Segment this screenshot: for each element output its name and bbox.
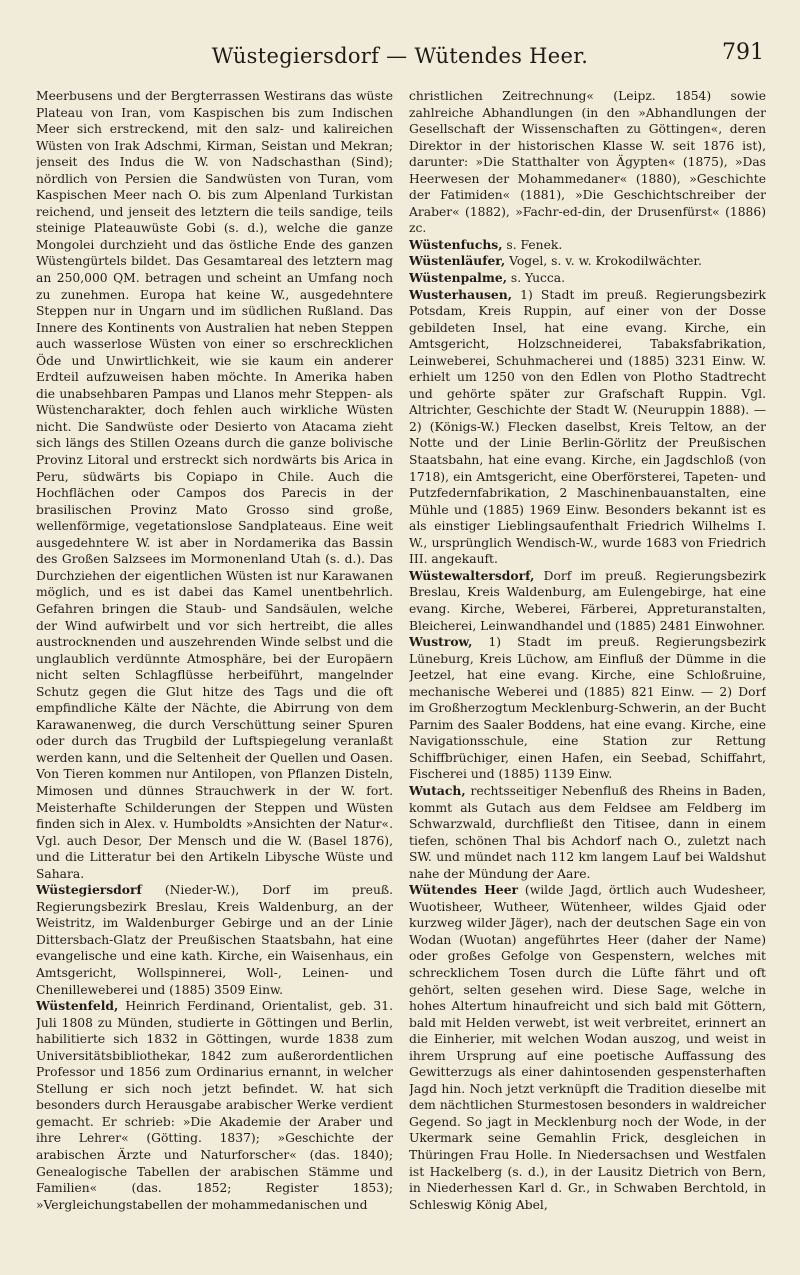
entry-text: (Nieder-W.), Dorf im preuß. Regierungsbezirk Breslau, Kreis Waldenburg, an der Weistritz, im Waldenburger Gebirge und an der Linie Dittersbach-Glatz der Preußischen Staatsbahn, hat eine evangelische und eine kath. Kirche, ein Waisenhaus, ein Amtsgericht, Wollspinnerei, Woll-, Leinen- und Chenilleweberei und (1885) 3509 Einw. [36, 883, 393, 997]
text-columns [36, 88, 766, 1255]
entry-text: Vogel, s. v. w. Krokodilwächter. [509, 254, 702, 269]
dictionary-entry [409, 783, 766, 882]
entry-text: rechtsseitiger Nebenfluß des Rheins in Baden, kommt als Gutach aus dem Feldsee am Feldberg im Schwarzwald, durchfließt den Titisee, dann in einem tiefen, schönen Thal bis Achdorf nach O., zuletzt nach SW. und mündet nach 112 km langem Lauf bei Waldshut nahe der Mündung der Aare. [409, 783, 766, 881]
running-title: Wüstegiersdorf — Wütendes Heer. [211, 44, 589, 68]
entry-text: 1) Stadt im preuß. Regierungsbezirk Lüneburg, Kreis Lüchow, am Einfluß der Dümme in die Jeetzel, hat eine evang. Kirche, eine Schloßruine, mechanische Weberei und (1885) 821 Einw. — 2) Dorf im Großherzogtum Mecklenburg-Schwerin, an der Bucht Parnim des Saaler Boddens, hat eine evang. Kirche, eine Navigationsschule, eine Station zur Rettung Schiffbrüchiger, einen Hafen, ein Seebad, Schiffahrt, Fischerei und (1885) 1139 Einw. [409, 635, 766, 782]
page-header [36, 38, 764, 74]
dictionary-entry [36, 88, 393, 882]
entry-text: s. Yucca. [510, 271, 566, 286]
left-column [36, 88, 393, 1255]
entry-text: Heinrich Ferdinand, Orientalist, geb. 31. Juli 1808 zu Münden, studierte in Göttingen und Berlin, habilitierte sich 1832 in Göttingen, wurde 1838 zum Universitätsbibliothekar, 1842 zum außerordentlichen Professor und 1856 zum Ordinarius ernannt, in welcher Stellung er sich noch jetzt befindet. W. hat sich besonders durch Herausgabe arabischer Werke verdient gemacht. Er schrieb: »Die Akademie der Araber und ihre Lehrer« (Götting. 1837); »Geschichte der arabischen Ärzte und Naturforscher« (das. 1840); Genealogische Tabellen der arabischen Stämme und Familien« (das. 1852; Register 1853); »Vergleichungstabellen der mohammedanischen und [36, 999, 393, 1212]
entry-lemma: Wütendes Heer [409, 882, 519, 898]
dictionary-entry [409, 634, 766, 783]
dictionary-entry [409, 88, 766, 237]
dictionary-entry [36, 998, 393, 1213]
entry-lemma: Wüstenfuchs, [409, 236, 503, 252]
entry-lemma: Wüstenfeld, [36, 998, 119, 1014]
dictionary-entry [409, 287, 766, 568]
dictionary-entry [409, 237, 766, 254]
entry-lemma: Wusterhausen, [409, 286, 512, 302]
entry-text: 1) Stadt im preuß. Regierungsbezirk Potsdam, Kreis Ruppin, auf einer von der Dosse gebildeten Insel, hat eine evang. Kirche, ein Amtsgericht, Holzschneiderei, Tabaksfabrikation, Leinweberei, Schuhmacherei und (1885) 3231 Einw. W. erhielt um 1250 von den Edlen von Plotho Stadtrecht und gehörte später zur Grafschaft Ruppin. Vgl. Altrichter, Geschichte der Stadt W. (Neuruppin 1888). — 2) (Königs-W.) Flecken daselbst, Kreis Teltow, an der Notte und der Linie Berlin-Görlitz der Preußischen Staatsbahn, hat eine evang. Kirche, ein Jagdschloß (von 1718), ein Amtsgericht, eine Oberförsterei, Tapeten- und Putzfedernfabrikation, 2 Maschinenbauanstalten, eine Mühle und (1885) 1969 Einw. Besonders bekannt ist es als einstiger Lieblingsaufenthalt Friedrich Wilhelms I. W., ursprünglich Wendisch-W., wurde 1683 von Friedrich III. angekauft. [409, 287, 766, 567]
entry-text: Meerbusens und der Bergterrassen Westirans das wüste Plateau von Iran, vom Kaspischen bis zum Indischen Meer sich erstreckend, mit den salz- und kalireichen Wüsten von Irak Adschmi, Kirman, Seistan und Mekran; jenseit des Indus die W. von Nadschasthan (Sind); nördlich von Persien die Sandwüsten von Turan, vom Kaspischen Meer nach O. bis zum Alpenland Turkistan reichend, und jenseit des letztern die teils sandige, teils steinige Plateauwüste Gobi (s. d.), welche die ganze Mongolei durchzieht und das östliche Ende des ganzen Wüstengürtels bildet. Das Gesamtareal des letztern mag an 250,000 QM. betragen und scheint an Umfang noch zu zunehmen. Europa hat keine W., ausgedehntere Steppen nur in Ungarn und im südlichen Rußland. Das Innere des Kontinents von Australien hat neben Steppen auch wasserlose Wüsten von einer so erschrecklichen Öde und Unwirtlichkeit, wie sie kaum ein anderer Erdteil aufzuweisen haben möchte. In Amerika haben die unabsehbaren Pampas und Llanos mehr Steppen- als Wüstencharakter, doch fehlen auch wirkliche Wüsten nicht. Die Sandwüste oder Desierto von Atacama zieht sich längs des Stillen Ozeans durch die ganze bolivische Provinz Litoral und erstreckt sich nordwärts bis Arica in Peru, südwärts bis Copiapo in Chile. Auch die Hochflächen oder Campos dos Parecis in der brasilischen Provinz Mato Grosso sind große, wellenförmige, vegetationslose Sandplateaus. Eine weit ausgedehntere W. ist aber in Nordamerika das Bassin des Großen Salzsees im Mormonenland Utah (s. d.). Das Durchziehen der eigentlichen Wüsten ist nur Karawanen möglich, und es ist dabei das Kamel unentbehrlich. Gefahren bringen die Staub- und Sandsäulen, welche der Wind aufwirbelt und vor sich hertreibt, die alles austrocknenden und auszehrenden Winde selbst und die unglaublich verdünnte Atmosphäre, bei der Europäern nicht selten Schlagflüsse herbeiführt, mangelnder Schutz gegen die Glut hitze des Tags und die oft empfindliche Kälte der Nächte, die Abirrung von dem Karawanenweg, die durch Verschüttung seiner Spuren oder durch das Trugbild der Luftspiegelung veranlaßt werden kann, und die Seltenheit der Quellen und Oasen. Von Tieren kommen nur Antilopen, von Pflanzen Disteln, Mimosen und dünnes Strauchwerk in der W. fort. Meisterhafte Schilderungen der Steppen und Wüsten finden sich in Alex. v. Humboldts »Ansichten der Natur«. Vgl. auch Desor, Der Mensch und die W. (Basel 1876), und die Litteratur bei den Artikeln Libysche Wüste und Sahara. [36, 89, 393, 881]
entry-lemma: Wüstenläufer, [409, 253, 506, 269]
entry-text: Dorf im preuß. Regierungsbezirk Breslau, Kreis Waldenburg, am Eulengebirge, hat eine evang. Kirche, Weberei, Färberei, Appreturanstalten, Bleicherei, Leinwandhandel und (1885) 2481 Einwohner. [409, 568, 766, 633]
entry-lemma: Wüstenpalme, [409, 270, 507, 286]
dictionary-entry [36, 882, 393, 998]
dictionary-entry [409, 270, 766, 287]
page-number: 791 [722, 40, 764, 65]
right-column [409, 88, 766, 1255]
entry-text: christlichen Zeitrechnung« (Leipz. 1854) sowie zahlreiche Abhandlungen (in den »Abhandlungen der Gesellschaft der Wissenschaften zu Göttingen«, deren Direktor in der historischen Klasse W. seit 1876 ist), darunter: »Die Statthalter von Ägypten« (1875), »Das Heerwesen der Mohammedaner« (1880), »Geschichte der Fatimiden« (1881), »Die Geschichtschreiber der Araber« (1882), »Fachr-ed-din, der Drusenfürst« (1886) zc. [409, 89, 766, 236]
dictionary-entry [409, 882, 766, 1213]
entry-lemma: Wüstewaltersdorf, [409, 567, 535, 583]
dictionary-entry [409, 568, 766, 634]
entry-lemma: Wustrow, [409, 634, 473, 650]
dictionary-entry [409, 253, 766, 270]
entry-text: (wilde Jagd, örtlich auch Wudesheer, Wuotisheer, Wutheer, Wütenheer, wildes Gjaid oder kurzweg wilder Jäger), nach der deutschen Sage ein von Wodan (Wuotan) angeführtes Heer (daher der Name) oder großes Gefolge von Gespenstern, welches mit schrecklichem Tosen durch die Lüfte fährt und oft gehört, selten gesehen wird. Diese Sage, welche in hohes Altertum hinaufreicht und sich bald mit Göttern, bald mit Helden verwebt, ist weit verbreitet, erinnert an die Einherier, mit welchen Wodan auszog, und weist in ihrem Ursprung auf eine poetische Auffassung des Gewitterzugs als einer dahintosenden gespensterhaften Jagd hin. Noch jetzt verknüpft die Tradition dieselbe mit dem nächtlichen Sturmestosen besonders in waldreicher Gegend. So jagt in Mecklenburg noch der Wode, in der Ukermark seine Gemahlin Frick, desgleichen in Thüringen Frau Holle. In Niedersachsen und Westfalen ist Hackelberg (s. d.), in der Lausitz Dietrich von Bern, in Niederhessen Karl d. Gr., in Schwaben Berchtold, in Schleswig König Abel, [409, 883, 766, 1212]
entry-lemma: Wutach, [409, 782, 466, 798]
entry-text: s. Fenek. [506, 237, 563, 252]
entry-lemma: Wüstegiersdorf [36, 882, 142, 898]
